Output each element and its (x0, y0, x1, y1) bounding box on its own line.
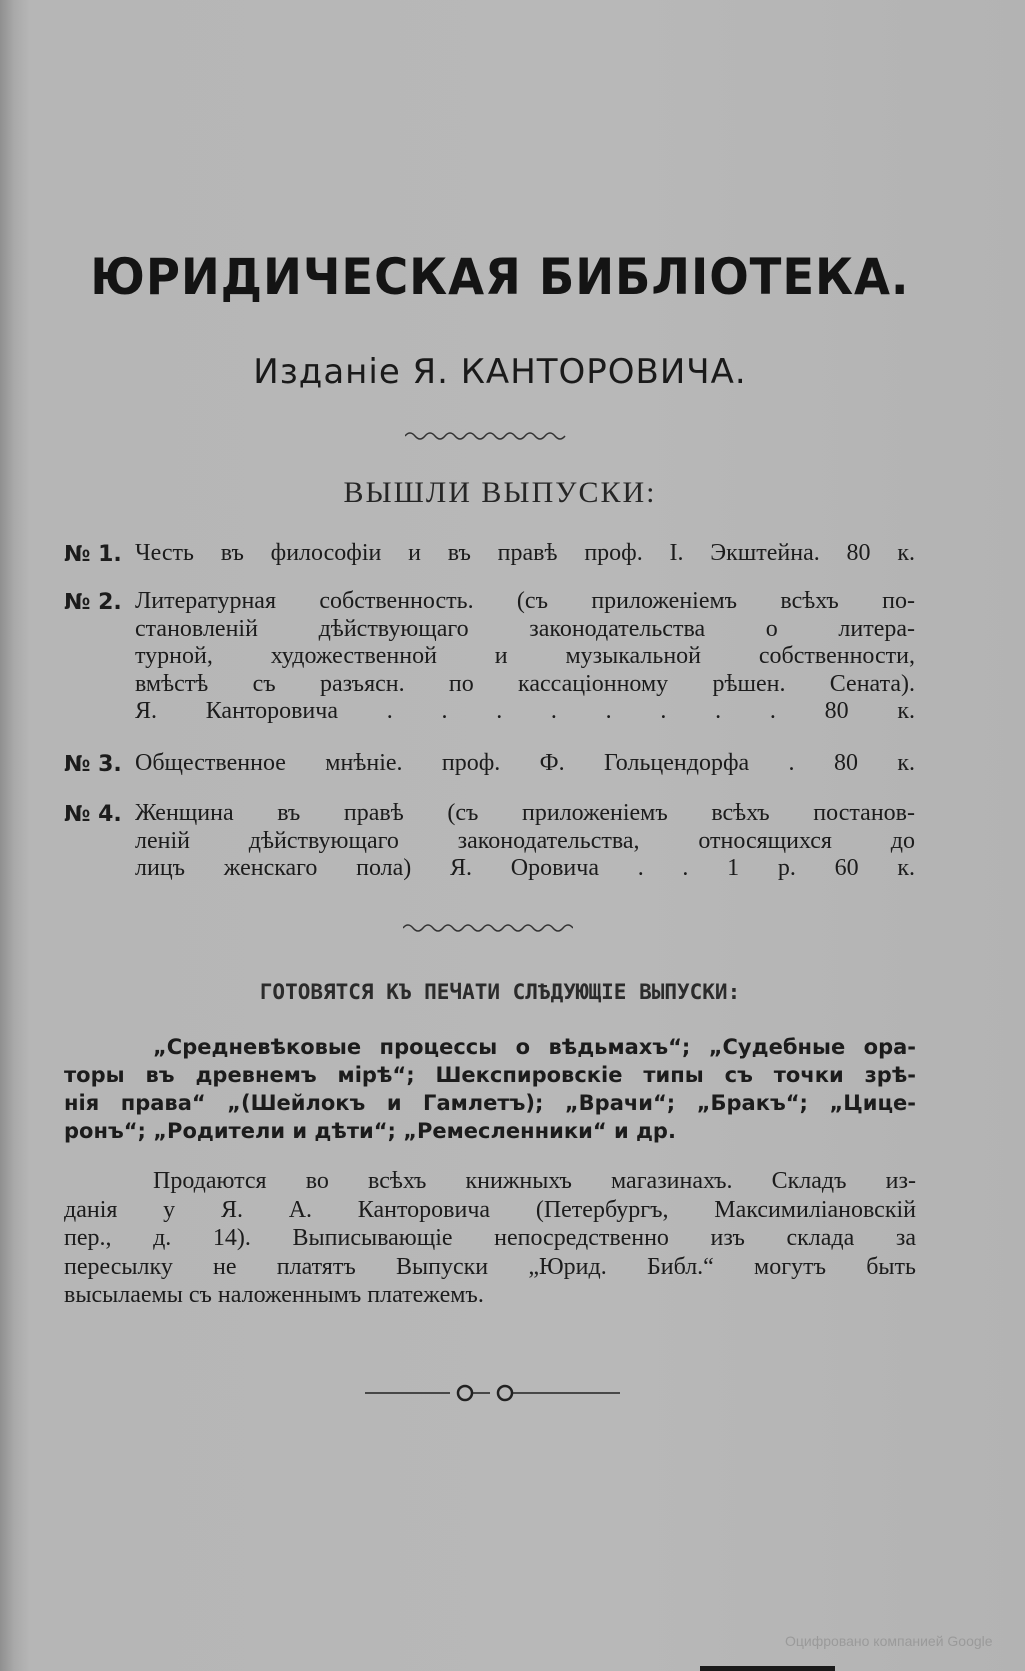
text-line: ронъ“; „Родители и дѣти“; „Ремесленники“ и др. (64, 1119, 676, 1143)
wavy-ornament-divider (405, 430, 570, 442)
text-line: Литературная собственность. (съ приложенiемъ всѣхъ по- (135, 588, 915, 614)
issue-number: № 4. (64, 802, 122, 827)
publisher-subtitle: Изданiе Я. КАНТОРОВИЧА. (253, 352, 747, 392)
text-line: Я. Канторовича . . . . . . . . 80 к. (135, 698, 915, 724)
text-line: ленiй дѣйствующаго законодательства, относящихся до (135, 827, 915, 854)
text-line: турной, художественной и музыкальной собственности, (135, 643, 915, 669)
issue-number: № 2. (64, 590, 122, 615)
page-title: ЮРИДИЧЕСКАЯ БИБЛIОТЕКА. (90, 248, 910, 306)
upcoming-issues-heading: ГОТОВЯТСЯ КЪ ПЕЧАТИ СЛѢДУЮЩIЕ ВЫПУСКИ: (259, 980, 741, 1004)
digitization-watermark: Оцифровано компанией Google (785, 1633, 993, 1649)
text-line: вмѣстѣ съ разъясн. по кассацiонному рѣшен. Сената). (135, 670, 915, 697)
wavy-ornament-divider (403, 922, 573, 934)
text-line: „Средневѣковые процессы о вѣдьмахъ“; „Судебные ора- (153, 1035, 916, 1059)
issue-number: № 3. (64, 752, 122, 777)
text-line: становленiй дѣйствующаго законодательства о литера- (135, 615, 915, 642)
scan-edge (700, 1666, 835, 1671)
issue-number: № 1. (64, 542, 122, 567)
text-line: высылаемы съ наложеннымъ платежемъ. (64, 1282, 484, 1308)
text-line: Женщина въ правѣ (съ приложенiемъ всѣхъ постанов- (135, 800, 915, 826)
text-line: лицъ женскаго пола) Я. Оровича . . 1 р. 60 к. (135, 855, 915, 881)
text-line: данiя у Я. А. Канторовича (Петербургъ, Максимилiановскiй (64, 1196, 916, 1223)
end-ornament (365, 1383, 620, 1403)
text-line: пер., д. 14). Выписывающiе непосредственно изъ склада за (64, 1225, 916, 1251)
text-line: Общественное мнѣнiе. проф. Ф. Гольцендорфа . 80 к. (135, 750, 915, 776)
text-line: Честь въ философiи и въ правѣ проф. I. Экштейна. 80 к. (135, 540, 915, 566)
text-line: нiя права“ „(Шейлокъ и Гамлетъ); „Врачи“; „Бракъ“; „Цице- (64, 1091, 916, 1115)
text-line: торы въ древнемъ мiрѣ“; Шекспировскiе типы съ точки зрѣ- (64, 1063, 916, 1087)
published-issues-heading: ВЫШЛИ ВЫПУСКИ: (343, 476, 657, 509)
text-line: пересылку не платятъ Выпуски „Юрид. Библ.“ могутъ быть (64, 1253, 916, 1280)
text-line: Продаются во всѣхъ книжныхъ магазинахъ. Складъ из- (153, 1168, 916, 1194)
